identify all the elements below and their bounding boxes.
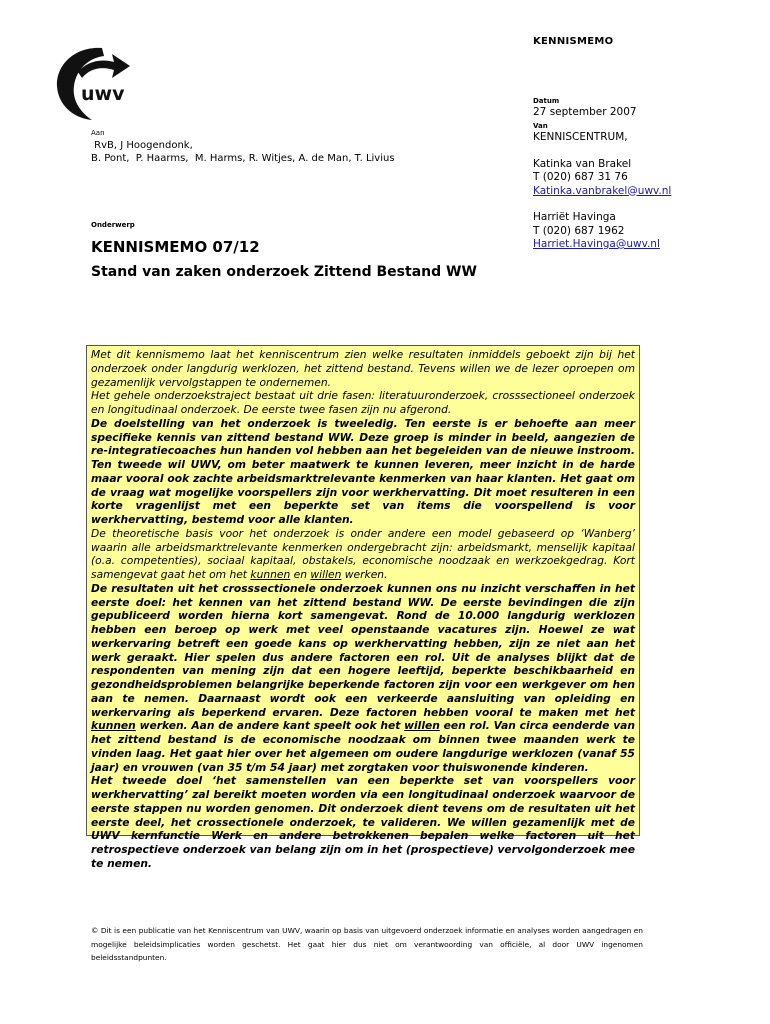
contact-email-link[interactable]: Harriet.Havinga@uwv.nl bbox=[533, 238, 660, 250]
summary-paragraph: De resultaten uit het crosssectionele onderzoek kunnen ons nu inzicht verschaffen in het eerste doel: het kennen van het zittend bestand WW. De eerste bevindingen die zijn gepubliceerd worden hierna kort samengevat. Rond de 10.000 langdurig werklozen hebben een beroep op werk met veel openstaande vacatures zijn. Hoewel ze wat werkervaring betreft een goede kans op werkhervatting hebben, zijn ze niet aan het werk geraakt. Hier spelen dus andere factoren een rol. Uit de analyses blijkt dat de respondenten van mening zijn dat een hogere leeftijd, beperkte beschikbaarheid en gezondheidsproblemen belangrijke beperkende factoren zijn voor een werkgever om hen aan te nemen. Daarnaast wordt ook een verkeerde aansluiting van opleiding en werkervaring als beperkend ervaren. Deze factoren hebben vooral te maken met het kunnen werken. Aan de andere kant speelt ook het willen een rol. Van circa eenderde van het zittend bestand is de economische noodzaak om binnen twee maanden werk te vinden laag. Het gaat hier over het algemeen om oudere langdurige werklozen (vanaf 55 jaar) en vrouwen (van 35 t/m 54 jaar) met zorgtaken voor thuiswonende kinderen. bbox=[91, 581, 635, 774]
recipients-line: B. Pont, P. Haarms, M. Harms, R. Witjes, A. de Man, T. Livius bbox=[91, 153, 395, 164]
summary-paragraph: De doelstelling van het onderzoek is tweeledig. Ten eerste is er behoefte aan meer specifieke kennis van zittend bestand WW. Deze groep is minder in beeld, aangezien de re-integratiecoaches hun handen vol hebben aan het begeleiden van de nieuwe instroom. Ten tweede wil UWV, om beter maatwerk te kunnen leveren, meer inzicht in de harde maar vooral ook zachte arbeidsmarktrelevante kenmerken van haar klanten. Het gaat om de vraag wat mogelijke voorspellers zijn voor werkhervatting. Dit moet resulteren in een korte vragenlijst met een beperkte set van items die voorspellend is voor werkhervatting, bestemd voor alle klanten. bbox=[91, 416, 635, 526]
summary-paragraph: Het tweede doel ‘het samenstellen van een beperkte set van voorspellers voor werkhervatting’ zal bereikt moeten worden via een longitudinaal onderzoek waarvoor de eerste stappen nu worden genomen. Dit onderzoek dient tevens om de resultaten uit het eerste deel, het crossectionele onderzoek, te valideren. We willen gezamenlijk met de UWV kernfunctie Werk en andere betrokkenen bepalen welke factoren uit het retrospectieve onderzoek van belang zijn om in het (prospectieve) vervolgonderzoek mee te nemen. bbox=[91, 774, 635, 870]
date-label: Datum bbox=[533, 97, 560, 105]
summary-paragraph: Het gehele onderzoekstraject bestaat uit drie fasen: literatuuronderzoek, crosssectioneel onderzoek en longitudinaal onderzoek. De eerste twee fasen zijn nu afgerond. bbox=[91, 389, 635, 416]
summary-box bbox=[86, 345, 640, 870]
recipients-label: Aan bbox=[91, 129, 105, 137]
disclaimer-footer: © Dit is een publicatie van het Kenniscentrum van UWV, waarin op basis van uitgevoerd onderzoek informatie en analyses worden aangedragen en mogelijke beleidsimplicaties worden geschetst. Het gaat hier dus niet om verantwoording van officiële, al door UWV ingenomen beleidsstandpunten. bbox=[91, 926, 643, 962]
contact-name: Katinka van Brakel bbox=[533, 157, 632, 170]
from-label: Van bbox=[533, 122, 548, 130]
contact-email-link[interactable]: Katinka.vanbrakel@uwv.nl bbox=[533, 184, 672, 197]
uwv-logo-icon bbox=[54, 42, 138, 124]
sender-block bbox=[533, 131, 671, 252]
date-value: 27 september 2007 bbox=[533, 106, 637, 118]
memo-title: KENNISMEMO 07/12 bbox=[91, 238, 260, 256]
recipients-block bbox=[91, 139, 395, 165]
subject-label: Onderwerp bbox=[91, 221, 135, 229]
svg-text:uwv: uwv bbox=[81, 83, 125, 105]
document-type-label: KENNISMEMO bbox=[533, 36, 614, 47]
contact-phone: T (020) 687 1962 bbox=[533, 224, 625, 237]
summary-paragraph: De theoretische basis voor het onderzoek is onder andere een model gebaseerd op ‘Wanberg’ waarin alle arbeidsmarktrelevante kenmerken ondergebracht zijn: arbeidsmarkt, menselijk kapitaal (o.a. competenties), sociaal kapitaal, obstakels, economische noodzaak en werkzoekgedrag. Kort samengevat gaat het om het kunnen en willen werken. bbox=[91, 526, 635, 581]
recipients-line: RvB, J Hoogendonk, bbox=[91, 140, 193, 151]
sender-org: KENNISCENTRUM, bbox=[533, 131, 628, 143]
contact-name: Harriët Havinga bbox=[533, 211, 616, 223]
memo-subtitle: Stand van zaken onderzoek Zittend Bestand WW bbox=[91, 264, 477, 280]
summary-paragraph: Met dit kennismemo laat het kenniscentrum zien welke resultaten inmiddels geboekt zijn bij het onderzoek onder langdurig werklozen, het zittend bestand. Tevens willen we de lezer oproepen om gezamenlijk vervolgstappen te ondernemen. bbox=[91, 348, 635, 389]
contact-phone: T (020) 687 31 76 bbox=[533, 171, 628, 183]
